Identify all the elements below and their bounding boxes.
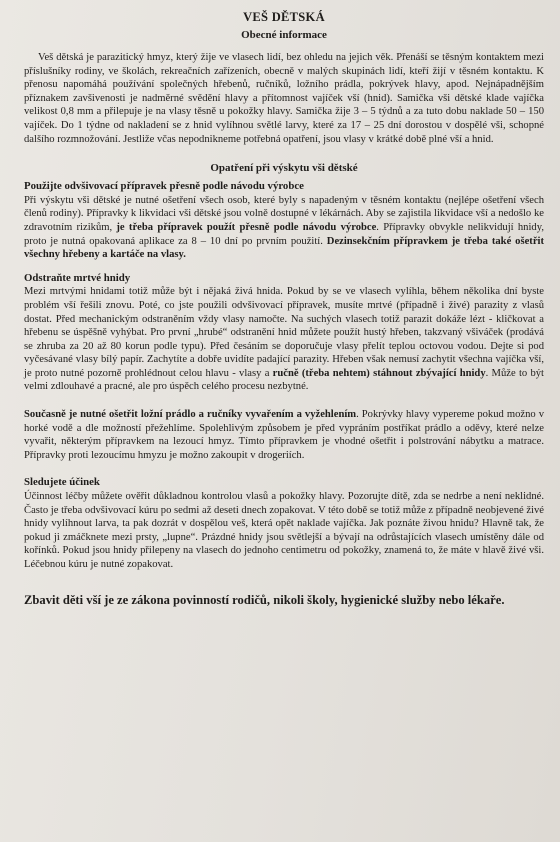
section-linen-emphasis: Současně je nutné ošetřit ložní prádlo a ručníky vyvařením a vyžehlením: [24, 409, 357, 421]
section-remove-nits-text-b: . Může to být velmi zdlouhavé a pracné, ale pro úspěch celého procesu nezbytné.: [24, 367, 544, 393]
measures-heading: Opatření při výskytu vši dětské: [210, 162, 358, 175]
document-title: VEŠ DĚTSKÁ: [243, 10, 325, 24]
section-apply-product-emphasis-b: Dezinsekčním přípravkem je třeba také ošetřit všechny hřebeny a kartáče na vlasy.: [24, 235, 544, 261]
section-remove-nits-paragraph: [24, 285, 544, 394]
section-monitor-paragraph: Účinnost léčby můžete ověřit důkladnou kontrolou vlasů a pokožky hlavy. Pozorujte dítě, zda se nedrbe a není neklidné. Často je třeba odvšivovací kúru po sedmi až deseti dnech zopakovat. V této době se totiž může z případně neobjevené živé hnidy vylíhnout larva, ta pak dozrát v dospělou veš, která opět naklade vajíčka. Jak poznáte živou hnidu? Hlavně tak, že pokud ji zmáčknete mezi prsty, „lupne“. Prázdné hnidy jsou světlejší a bývají na odrůstajících vlasech umístěny dále od kořínků. Pokud jsou hnidy přilepeny na vlasech do jednoho centimetru od pokožky, znamená to, že máte v hlavě živé vši. Léčebnou kúru je nutné zopakovat.: [24, 491, 545, 570]
section-apply-product-text-a: Při výskytu vši dětské je nutné ošetření všech osob, které byly s napadeným v těsném kontaktu (nejlépe ošetření všech členů rodiny). Přípravky k likvidaci vši dětské jsou volně dostupné v lékárnách. Aby se zajistila likvidace vší a nedošlo ke zdravotním rizikům,: [24, 194, 544, 233]
section-apply-product-title: Použijte odvšivovací přípravek přesně podle návodu výrobce: [24, 180, 304, 193]
section-linen-paragraph: [24, 408, 544, 462]
section-remove-nits-emphasis: ručně (třeba nehtem) stáhnout zbývající hnidy: [272, 367, 486, 379]
section-remove-nits-title: Odstraňte mrtvé hnidy: [24, 271, 131, 284]
section-monitor-title: Sledujete účinek: [24, 476, 100, 489]
section-linen-text: . Pokrývky hlavy vypereme pokud možno v horké vodě a dle možností přežehlíme. Spolehlivým způsobem je před vypráním postříkat prádlo a oděvy, které nelze vyvařit, některým přípravkem na lezoucí hmyz. Tímto přípravkem je vhodné ošetřit i polstrování nábytku a matrace. Přípravky proti lezoucímu hmyzu je možno zakoupit v drogeriích.: [24, 409, 544, 461]
section-remove-nits-text-a: Mezi mrtvými hnidami totiž může být i nějaká živá hnida. Pokud by se ve vlasech vylíhla, během několika dní byste problém vší řešili znovu. Poté, co jste použili odvšivovací přípravek, musíte mrtvé (případně i živé) parazity z vlasů dostat. Před mechanickým odstraněním vždy vlasy namočte. Na suchých vlasech totiž parazit dokáže lézt - kličkovat a hřebenu se úspěšně vyhýbat. Pro první „hrubé“ odstranění hnid můžete použít hustý hřeben, takzvaný všiváček (prodává se zhruba za 20 až 80 korun podle typu). Před česáním se doporučuje vlasy přelít teplou octovou vodou. Dejte si pod vyčesávané vlasy bílý papír. Zachytíte a dobře uvidíte padající parazity. Hřeben však nemusí zachytit všechna vajíčka vší, je proto nutné pozorně prohlédnout celou hlavu - vlasy a: [24, 286, 544, 379]
section-apply-product-text-b: . Přípravky obvykle nelikvidují hnidy, proto je nutná opakovaná aplikace za 8 – 10 dní po prvním použití.: [24, 221, 544, 247]
section-apply-product-emphasis-a: je třeba přípravek použít přesně podle návodu výrobce: [116, 221, 377, 233]
section-apply-product-paragraph: [24, 194, 544, 262]
general-info-heading: Obecné informace: [241, 29, 327, 41]
closing-statement: Zbavit děti vší je ze zákona povinností rodičů, nikoli školy, hygienické služby nebo lékaře.: [24, 592, 505, 607]
general-info-paragraph: Veš dětská je parazitický hmyz, který žije ve vlasech lidí, bez ohledu na jejich věk. Přenáší se těsným kontaktem mezi příslušníky rodiny, ve školách, rekreačních zařízeních, obecně v malých skupinách lidí, kteří žijí v těsném kontaktu. K přenosu napomáhá používání společných hřebenů, ručníků, ložního prádla, pokrývek hlavy, apod. Nejnápadnějším příznakem zavšivenosti je nadměrné svědění hlavy a přítomnost vajíček vší (hnid). Samička vši dětské klade vajíčka velikost 0,8 mm a přilepuje je na vlasy těsně u pokožky hlavy. Samička žije 3 – 5 týdnů a za tuto dobu naklade 50 – 150 vajíček. Do 1 týdne od nakladení se z hnid vylíhnou světlé larvy, které za 17 – 25 dní dorostou v dospělé vši, schopné dalšího rozmnožování. Jestliže včas nepodnikneme potřebná opatření, jsou vlasy v krátké době plné vší a hnid.: [24, 52, 544, 145]
